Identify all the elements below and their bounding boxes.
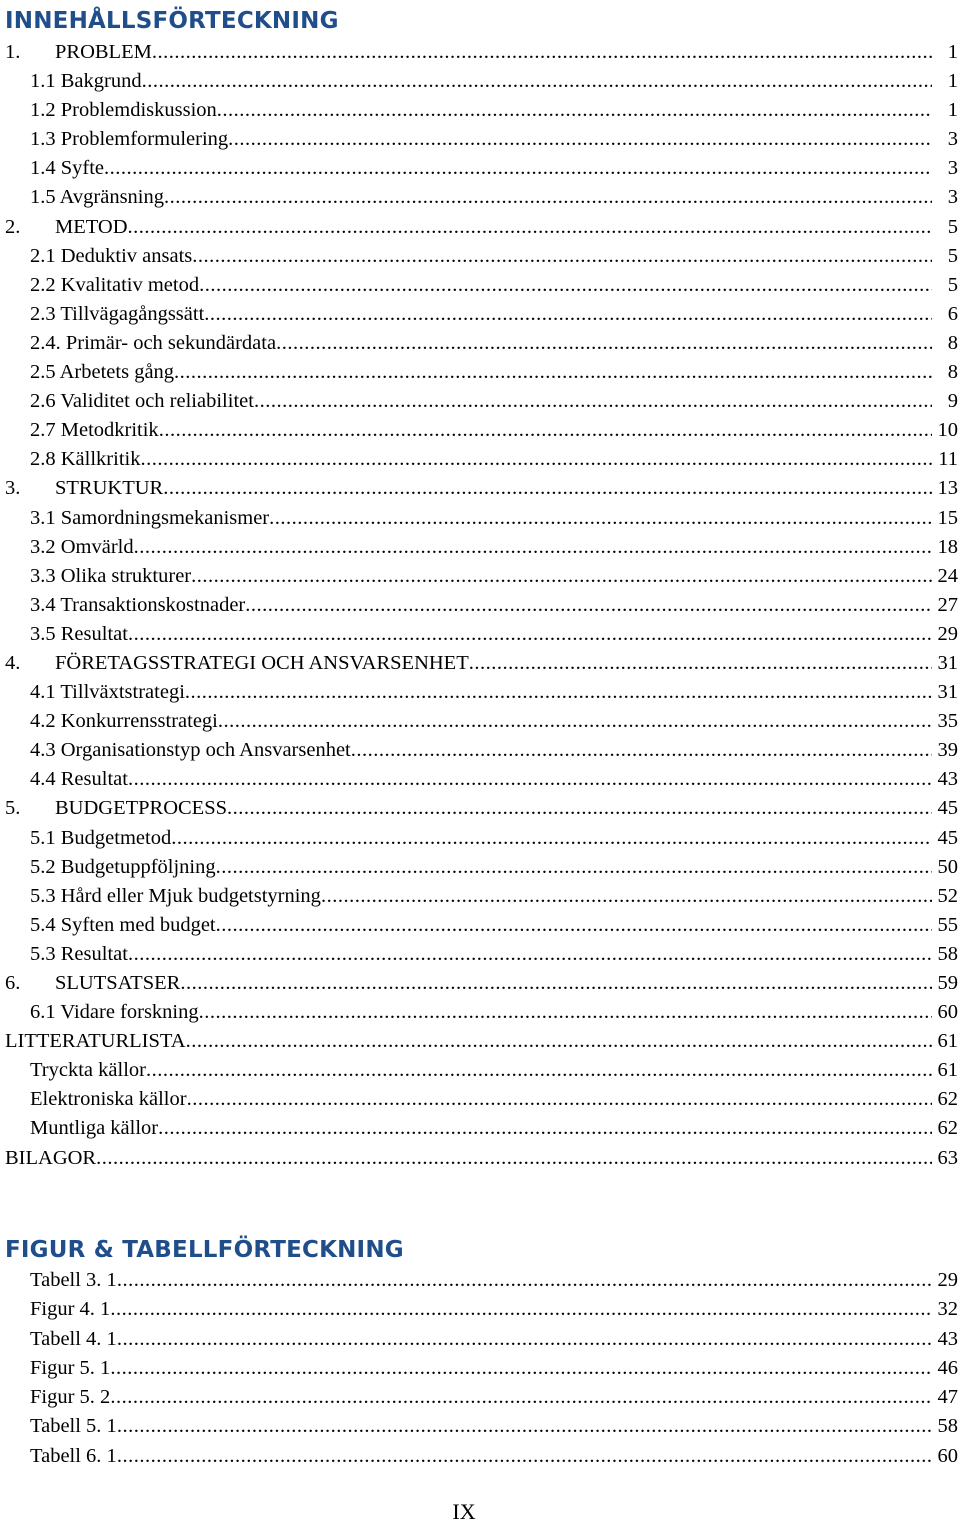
entry-label: 3.1 Samordningsmekanismer bbox=[30, 506, 270, 529]
page-ref: 13 bbox=[936, 474, 959, 503]
page-number: IX bbox=[452, 1499, 476, 1524]
entry-title bbox=[30, 1085, 932, 1114]
toc-entry[interactable] bbox=[0, 940, 960, 969]
page-ref: 27 bbox=[936, 591, 959, 620]
entry-label: 2.3 Tillvägagångssätt bbox=[30, 302, 205, 325]
toc-entry[interactable] bbox=[0, 853, 960, 882]
entry-title bbox=[30, 387, 932, 416]
chapter-number: 6. bbox=[5, 972, 21, 994]
entry-label: Tabell 6. 1 bbox=[30, 1444, 117, 1467]
toc-list bbox=[0, 38, 960, 1173]
page-ref: 3 bbox=[946, 154, 958, 183]
toc-entry[interactable] bbox=[0, 213, 960, 242]
toc-entry[interactable] bbox=[0, 474, 960, 503]
entry-title bbox=[30, 1295, 932, 1324]
toc-entry[interactable] bbox=[0, 533, 960, 562]
page-ref: 63 bbox=[936, 1144, 959, 1173]
entry-title bbox=[30, 96, 932, 125]
entry-title bbox=[30, 125, 932, 154]
entry-title bbox=[30, 358, 932, 387]
entry-title bbox=[5, 794, 932, 823]
page-ref: 6 bbox=[946, 300, 958, 329]
entry-title bbox=[30, 300, 932, 329]
entry-title bbox=[30, 504, 932, 533]
entry-label: BILAGOR bbox=[5, 1146, 97, 1169]
entry-title bbox=[30, 562, 932, 591]
toc-entry[interactable] bbox=[0, 1056, 960, 1085]
entry-label: PROBLEM bbox=[55, 41, 152, 63]
toc-entry[interactable] bbox=[0, 1383, 960, 1412]
toc-entry[interactable] bbox=[0, 271, 960, 300]
toc-entry[interactable] bbox=[0, 242, 960, 271]
entry-title bbox=[30, 1442, 932, 1471]
figure-table-list bbox=[0, 1266, 960, 1471]
entry-title bbox=[30, 271, 932, 300]
entry-title bbox=[30, 765, 932, 794]
toc-entry[interactable] bbox=[0, 998, 960, 1027]
page-ref: 5 bbox=[946, 242, 958, 271]
page-ref: 45 bbox=[936, 824, 959, 853]
toc-entry[interactable] bbox=[0, 736, 960, 765]
entry-label: 6.1 Vidare forskning bbox=[30, 1001, 199, 1024]
page-ref: 45 bbox=[936, 794, 959, 823]
page-ref: 59 bbox=[936, 969, 959, 998]
toc-entry[interactable] bbox=[0, 794, 960, 823]
entry-label: 4.1 Tillväxtstrategi bbox=[30, 681, 185, 704]
entry-title bbox=[5, 474, 932, 503]
entry-title bbox=[5, 1144, 932, 1173]
entry-title bbox=[30, 329, 932, 358]
page-ref: 3 bbox=[946, 125, 958, 154]
entry-label: 5.4 Syften med budget bbox=[30, 913, 216, 936]
page-ref: 46 bbox=[936, 1354, 959, 1383]
page-ref: 15 bbox=[936, 504, 959, 533]
entry-title bbox=[30, 154, 932, 183]
page-ref: 43 bbox=[936, 765, 959, 794]
entry-label: 4.3 Organisationstyp och Ansvarsenhet bbox=[30, 739, 351, 762]
entry-label: 2.6 Validitet och reliabilitet bbox=[30, 390, 254, 413]
page-ref: 31 bbox=[936, 678, 959, 707]
entry-title bbox=[30, 736, 932, 765]
page-ref: 52 bbox=[936, 882, 959, 911]
chapter-number: 2. bbox=[5, 215, 21, 238]
toc-entry[interactable] bbox=[0, 824, 960, 853]
page-ref: 5 bbox=[946, 213, 958, 242]
toc-entry[interactable] bbox=[0, 154, 960, 183]
entry-title bbox=[30, 591, 932, 620]
entry-label: 4.4 Resultat bbox=[30, 768, 128, 791]
toc-entry[interactable] bbox=[0, 96, 960, 125]
page-ref: 11 bbox=[936, 445, 958, 474]
entry-label: Tabell 4. 1 bbox=[30, 1327, 117, 1350]
entry-title bbox=[30, 940, 932, 969]
page-ref: 58 bbox=[936, 940, 959, 969]
entry-title bbox=[30, 1266, 932, 1295]
toc-entry[interactable] bbox=[0, 125, 960, 154]
toc-entry[interactable] bbox=[0, 562, 960, 591]
entry-label: 2.8 Källkritik bbox=[30, 448, 141, 471]
entry-label: 3.3 Olika strukturer bbox=[30, 564, 192, 587]
page-ref: 1 bbox=[946, 96, 958, 125]
page-ref: 1 bbox=[946, 38, 958, 67]
entry-title bbox=[5, 213, 932, 242]
page-ref: 32 bbox=[936, 1295, 959, 1324]
entry-label: Figur 5. 2 bbox=[30, 1386, 111, 1409]
entry-title bbox=[30, 707, 932, 736]
page-ref: 62 bbox=[936, 1114, 959, 1143]
entry-title bbox=[30, 67, 932, 96]
entry-label: 2.7 Metodkritik bbox=[30, 419, 159, 442]
entry-title bbox=[30, 911, 932, 940]
toc-entry[interactable] bbox=[0, 1442, 960, 1471]
toc-entry[interactable] bbox=[0, 504, 960, 533]
toc-entry[interactable] bbox=[0, 416, 960, 445]
entry-label: 1.3 Problemformulering bbox=[30, 128, 229, 151]
page-ref: 43 bbox=[936, 1325, 959, 1354]
page-ref: 9 bbox=[946, 387, 958, 416]
entry-title bbox=[5, 1027, 932, 1056]
toc-entry[interactable] bbox=[0, 1266, 960, 1295]
page-ref: 3 bbox=[946, 183, 958, 212]
page-ref: 29 bbox=[936, 1266, 959, 1295]
toc-entry[interactable] bbox=[0, 1144, 960, 1173]
entry-label: 5.3 Hård eller Mjuk budgetstyrning bbox=[30, 884, 321, 907]
page-ref: 47 bbox=[936, 1383, 959, 1412]
page-ref: 35 bbox=[936, 707, 959, 736]
entry-title bbox=[30, 445, 932, 474]
entry-label: 3.4 Transaktionskostnader bbox=[30, 593, 246, 616]
entry-label: STRUKTUR bbox=[55, 477, 164, 500]
page-ref: 1 bbox=[946, 67, 958, 96]
toc-entry[interactable] bbox=[0, 387, 960, 416]
entry-label: Tabell 5. 1 bbox=[30, 1415, 117, 1438]
entry-label: Figur 4. 1 bbox=[30, 1298, 111, 1321]
entry-label: 1.5 Avgränsning bbox=[30, 186, 165, 209]
entry-label: LITTERATURLISTA bbox=[5, 1030, 186, 1053]
entry-title bbox=[30, 533, 932, 562]
page-ref: 39 bbox=[936, 736, 959, 765]
toc-entry[interactable] bbox=[0, 329, 960, 358]
chapter-number: 4. bbox=[5, 651, 21, 674]
entry-label: 2.5 Arbetets gång bbox=[30, 361, 175, 384]
entry-label: METOD bbox=[55, 215, 128, 238]
toc-entry[interactable] bbox=[0, 649, 960, 678]
page-ref: 61 bbox=[936, 1056, 959, 1085]
toc-entry[interactable] bbox=[0, 591, 960, 620]
entry-label: 3.2 Omvärld bbox=[30, 535, 134, 558]
entry-label: 1.2 Problemdiskussion bbox=[30, 99, 217, 122]
toc-entry[interactable] bbox=[0, 1354, 960, 1383]
entry-label: 5.1 Budgetmetod bbox=[30, 826, 172, 849]
entry-label: SLUTSATSER bbox=[55, 972, 181, 994]
entry-title bbox=[5, 38, 932, 67]
page-ref: 31 bbox=[936, 649, 959, 678]
entry-label: BUDGETPROCESS bbox=[55, 797, 228, 820]
toc-entry[interactable] bbox=[0, 1325, 960, 1354]
entry-title bbox=[30, 678, 932, 707]
toc-entry[interactable] bbox=[0, 707, 960, 736]
page-ref: 5 bbox=[946, 271, 958, 300]
page-ref: 61 bbox=[936, 1027, 959, 1056]
toc-heading: INNEHÅLLSFÖRTECKNING bbox=[5, 8, 339, 34]
toc-entry[interactable] bbox=[0, 1085, 960, 1114]
entry-label: Tabell 3. 1 bbox=[30, 1269, 117, 1291]
entry-label: 1.4 Syfte bbox=[30, 157, 105, 180]
toc-entry[interactable] bbox=[0, 1114, 960, 1143]
entry-title bbox=[30, 620, 932, 649]
page-ref: 58 bbox=[936, 1412, 959, 1441]
toc-entry[interactable] bbox=[0, 300, 960, 329]
page-ref: 50 bbox=[936, 853, 959, 882]
entry-label: Muntliga källor bbox=[30, 1117, 159, 1140]
toc-entry[interactable] bbox=[0, 620, 960, 649]
page-ref: 8 bbox=[946, 329, 958, 358]
entry-title bbox=[30, 1114, 932, 1143]
entry-title bbox=[30, 1412, 932, 1441]
entry-title bbox=[5, 969, 932, 998]
page-ref: 62 bbox=[936, 1085, 959, 1114]
entry-title bbox=[30, 998, 932, 1027]
entry-title bbox=[30, 1325, 932, 1354]
chapter-number: 5. bbox=[5, 797, 21, 820]
entry-label: Tryckta källor bbox=[30, 1059, 146, 1082]
page-ref: 29 bbox=[936, 620, 959, 649]
toc-entry[interactable] bbox=[0, 67, 960, 96]
figure-table-list-heading: FIGUR & TABELLFÖRTECKNING bbox=[5, 1237, 404, 1263]
page-ref: 24 bbox=[936, 562, 959, 591]
entry-title bbox=[30, 1354, 932, 1383]
toc-entry[interactable] bbox=[0, 765, 960, 794]
page-ref: 18 bbox=[936, 533, 959, 562]
page-ref: 55 bbox=[936, 911, 959, 940]
entry-title bbox=[30, 853, 932, 882]
entry-title bbox=[30, 1383, 932, 1412]
toc-entry[interactable] bbox=[0, 183, 960, 212]
entry-title bbox=[5, 649, 932, 678]
toc-entry[interactable] bbox=[0, 969, 960, 998]
entry-label: 5.2 Budgetuppföljning bbox=[30, 855, 216, 878]
page-ref: 60 bbox=[936, 1442, 959, 1471]
entry-label: Figur 5. 1 bbox=[30, 1356, 111, 1379]
entry-title bbox=[30, 824, 932, 853]
chapter-number: 3. bbox=[5, 477, 21, 500]
entry-label: 5.3 Resultat bbox=[30, 942, 128, 965]
entry-label: 4.2 Konkurrensstrategi bbox=[30, 710, 218, 733]
entry-title bbox=[30, 242, 932, 271]
entry-title bbox=[30, 1056, 932, 1085]
toc-entry[interactable] bbox=[0, 38, 960, 67]
entry-title bbox=[30, 183, 932, 212]
toc-entry[interactable] bbox=[0, 445, 960, 474]
toc-entry[interactable] bbox=[0, 1412, 960, 1441]
entry-label: 2.4. Primär- och sekundärdata bbox=[30, 331, 277, 354]
toc-entry[interactable] bbox=[0, 911, 960, 940]
entry-label: 3.5 Resultat bbox=[30, 622, 128, 645]
entry-label: 2.2 Kvalitativ metod bbox=[30, 273, 200, 296]
chapter-number: 1. bbox=[5, 41, 21, 63]
page-ref: 10 bbox=[936, 416, 959, 445]
page-ref: 8 bbox=[946, 358, 958, 387]
entry-label: Elektroniska källor bbox=[30, 1088, 187, 1111]
entry-label: FÖRETAGSSTRATEGI OCH ANSVARSENHET bbox=[55, 651, 469, 674]
entry-title bbox=[30, 882, 932, 911]
entry-title bbox=[30, 416, 932, 445]
toc-entry[interactable] bbox=[0, 1027, 960, 1056]
toc-entry[interactable] bbox=[0, 678, 960, 707]
entry-label: 2.1 Deduktiv ansats bbox=[30, 244, 193, 267]
toc-entry[interactable] bbox=[0, 882, 960, 911]
toc-entry[interactable] bbox=[0, 358, 960, 387]
page-ref: 60 bbox=[936, 998, 959, 1027]
entry-label: 1.1 Bakgrund bbox=[30, 70, 142, 93]
toc-entry[interactable] bbox=[0, 1295, 960, 1324]
